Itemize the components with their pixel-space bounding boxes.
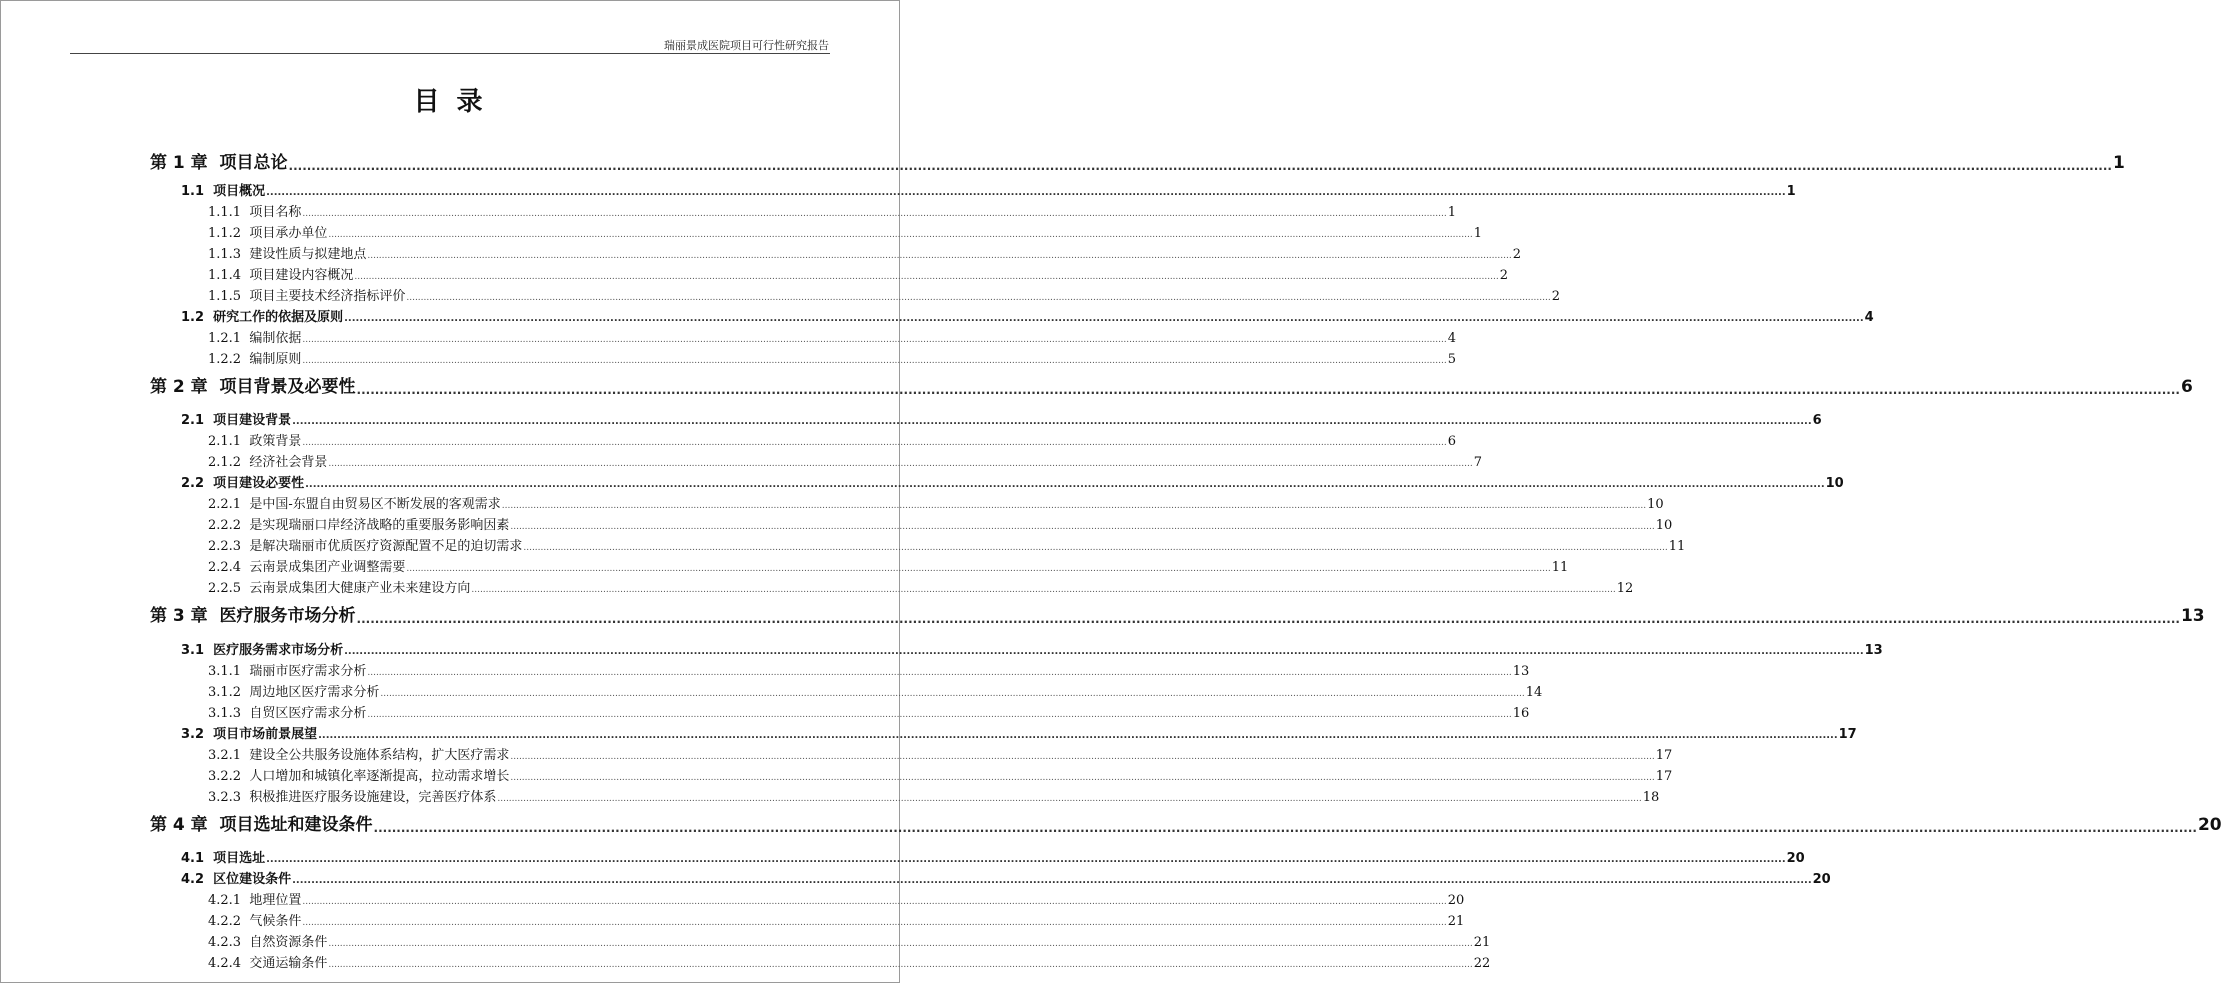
toc-page-number: 20 [2197,815,2222,835]
dot-leader: ................................................................................................................................................................................................................................................................................................................................................................................................................ [328,939,1473,949]
dot-leader: ................................................................................................................................................................................................................................................................................................................................................................................................................ [292,875,1812,886]
toc-entry-number: 4.2.2 [208,914,242,929]
toc-entry-number: 1.1.4 [208,268,242,283]
toc-entry-number: 3.1 [181,643,205,658]
toc-entry-level2[interactable] [181,177,1796,199]
toc-entry-level3[interactable] [208,219,1482,241]
dot-leader: ................................................................................................................................................................................................................................................................................................................................................................................................................ [406,564,1551,574]
toc-entry-level3[interactable] [208,261,1508,283]
toc-entry-number: 4.2.3 [208,935,242,950]
toc-entry-number: 3.2.3 [208,790,242,805]
dot-leader: ................................................................................................................................................................................................................................................................................................................................................................................................................ [497,794,1642,804]
toc-entry-level1[interactable] [150,151,2125,173]
toc-entry-label [208,931,327,950]
dot-leader: ................................................................................................................................................................................................................................................................................................................................................................................................................ [302,335,1447,345]
toc-page-number: 6 [2180,377,2193,397]
toc-entry-label [208,493,501,512]
toc-entry-text: 是中国-东盟自由贸易区不断发展的客观需求 [249,497,501,512]
toc-page-number: 6 [1447,434,1456,449]
toc-title: 目 录 [413,87,487,117]
toc-entry-text: 建设性质与拟建地点 [249,247,367,262]
toc-page-number: 13 [2180,606,2205,626]
dot-leader: ................................................................................................................................................................................................................................................................................................................................................................................................................ [510,522,1655,532]
toc-page-number: 1 [1447,205,1456,220]
toc-page-number: 13 [1512,664,1530,679]
toc-page-number: 6 [1812,413,1822,428]
toc-entry-number: 1.1 [181,184,205,199]
toc-entry-label [181,306,343,325]
toc-entry-text: 瑞丽市医疗需求分析 [249,664,367,679]
toc-entry-label [208,765,509,784]
toc-entry-level3[interactable] [208,762,1673,784]
toc-page-number: 4 [1447,331,1456,346]
dot-leader: ................................................................................................................................................................................................................................................................................................................................................................................................................ [305,479,1825,490]
toc-page-number: 10 [1825,476,1844,491]
toc-page-number: 20 [1447,893,1465,908]
toc-entry-level3[interactable] [208,741,1673,763]
toc-entry-number: 1.1.3 [208,247,242,262]
toc-entry-text: 研究工作的依据及原则 [213,310,344,325]
dot-leader: ................................................................................................................................................................................................................................................................................................................................................................................................................ [523,543,1668,553]
toc-entry-text: 项目建设背景 [213,413,292,428]
dot-leader: ................................................................................................................................................................................................................................................................................................................................................................................................................ [367,710,1512,720]
toc-entry-number: 2.2.5 [208,581,242,596]
toc-entry-number: 2.2.2 [208,518,242,533]
toc-entry-number: 2.1 [181,413,205,428]
dot-leader: ................................................................................................................................................................................................................................................................................................................................................................................................................ [471,585,1616,595]
toc-entry-level3[interactable] [208,490,1664,512]
toc-page-number: 2 [1551,289,1560,304]
toc-page-number: 5 [1447,352,1456,367]
toc-entry-number: 3.2.1 [208,748,242,763]
toc-entry-text: 自贸区医疗需求分析 [249,706,367,721]
dot-leader: ................................................................................................................................................................................................................................................................................................................................................................................................................ [510,773,1655,783]
toc-page-number: 10 [1647,497,1664,512]
toc-entry-level3[interactable] [208,553,1569,575]
toc-entry-text: 区位建设条件 [213,872,292,887]
toc-entry-text: 人口增加和城镇化率逐渐提高，拉动需求增长 [249,769,510,784]
dot-leader: ................................................................................................................................................................................................................................................................................................................................................................................................................ [288,159,2112,173]
toc-entry-number: 4.2.1 [208,893,242,908]
toc-entry-level3[interactable] [208,282,1560,304]
toc-entry-level3[interactable] [208,907,1465,929]
toc-entry-text: 编制原则 [249,352,302,367]
toc-page-number: 10 [1655,518,1673,533]
dot-leader: ................................................................................................................................................................................................................................................................................................................................................................................................................ [292,416,1812,427]
toc-entry-text: 医疗服务市场分析 [219,606,356,626]
toc-entry-level2[interactable] [181,844,1805,866]
toc-entry-level2[interactable] [181,720,1857,742]
toc-page-number: 1 [1786,184,1796,199]
toc-page-number: 11 [1551,560,1569,575]
toc-entry-number: 2.2 [181,476,205,491]
toc-entry-number: 3.2 [181,727,205,742]
toc-entry-label [208,222,327,241]
toc-entry-number: 第 1 章 [150,153,208,173]
toc-entry-number: 2.1.1 [208,434,242,449]
running-header: 瑞丽景成医院项目可行性研究报告 [664,39,829,52]
toc-entry-text: 项目总论 [219,153,288,173]
toc-entry-level3[interactable] [208,928,1491,950]
toc-entry-number: 1.2.2 [208,352,242,367]
dot-leader: ................................................................................................................................................................................................................................................................................................................................................................................................................ [354,272,1499,282]
toc-entry-number: 第 2 章 [150,377,208,397]
dot-leader: ................................................................................................................................................................................................................................................................................................................................................................................................................ [302,897,1447,907]
toc-entry-number: 2.2.4 [208,560,242,575]
dot-leader: ................................................................................................................................................................................................................................................................................................................................................................................................................ [302,438,1447,448]
toc-entry-text: 自然资源条件 [249,935,328,950]
dot-leader: ................................................................................................................................................................................................................................................................................................................................................................................................................ [367,251,1512,261]
dot-leader: ................................................................................................................................................................................................................................................................................................................................................................................................................ [302,356,1447,366]
toc-entry-label [208,264,353,283]
toc-entry-label [208,243,366,262]
dot-leader: ................................................................................................................................................................................................................................................................................................................................................................................................................ [318,730,1838,741]
toc-entry-number: 第 3 章 [150,606,208,626]
toc-entry-label [181,472,304,491]
toc-entry-number: 3.1.2 [208,685,242,700]
toc-entry-number: 3.1.3 [208,706,242,721]
toc-page-number: 22 [1473,956,1491,971]
toc-entry-label [181,639,343,658]
toc-page-number: 18 [1642,790,1660,805]
toc-entry-level2[interactable] [181,865,1831,887]
toc-entry-level1[interactable] [150,375,2193,397]
toc-entry-number: 2.1.2 [208,455,242,470]
toc-entry-text: 是实现瑞丽口岸经济战略的重要服务影响因素 [249,518,510,533]
toc-entry-text: 建设全公共服务设施体系结构，扩大医疗需求 [249,748,510,763]
toc-entry-level3[interactable] [208,511,1673,533]
toc-page-number: 7 [1473,455,1482,470]
toc-page-number: 17 [1655,769,1673,784]
toc-entry-text: 云南景成集团产业调整需要 [249,560,406,575]
toc-entry-number: 1.1.2 [208,226,242,241]
toc-entry-label [208,744,509,763]
toc-entry-level3[interactable] [208,448,1482,470]
toc-entry-label [208,327,301,346]
toc-entry-level3[interactable] [208,699,1530,721]
toc-entry-label [150,810,373,835]
dot-leader: ................................................................................................................................................................................................................................................................................................................................................................................................................ [380,689,1525,699]
toc-page-number: 17 [1838,727,1857,742]
dot-leader: ................................................................................................................................................................................................................................................................................................................................................................................................................ [266,187,1786,198]
dot-leader: ................................................................................................................................................................................................................................................................................................................................................................................................................ [356,383,2180,397]
toc-entry-text: 项目选址和建设条件 [219,815,373,835]
dot-leader: ................................................................................................................................................................................................................................................................................................................................................................................................................ [356,612,2180,626]
toc-entry-text: 周边地区医疗需求分析 [249,685,380,700]
toc-page-number: 13 [1864,643,1883,658]
toc-entry-label [150,372,356,397]
toc-entry-number: 3.1.1 [208,664,242,679]
toc-page-number: 17 [1655,748,1673,763]
toc-entry-level3[interactable] [208,198,1456,220]
toc-entry-level3[interactable] [208,886,1465,908]
toc-page-number: 1 [2112,153,2125,173]
toc-page-number: 2 [1512,247,1521,262]
toc-entry-text: 项目承办单位 [249,226,328,241]
dot-leader: ................................................................................................................................................................................................................................................................................................................................................................................................................ [328,960,1473,970]
toc-entry-label [181,409,291,428]
dot-leader: ................................................................................................................................................................................................................................................................................................................................................................................................................ [373,821,2197,835]
toc-entry-label [181,847,265,866]
toc-entry-label [208,660,366,679]
toc-page-number: 2 [1499,268,1508,283]
toc-entry-level3[interactable] [208,427,1456,449]
toc-entry-level3[interactable] [208,324,1456,346]
toc-entry-text: 项目建设必要性 [213,476,305,491]
toc-entry-label [208,952,327,971]
toc-entry-number: 1.1.5 [208,289,242,304]
toc-entry-level1[interactable] [150,813,2222,835]
toc-entry-level2[interactable] [181,469,1844,491]
toc-page-number: 20 [1786,851,1805,866]
toc-entry-label [208,910,301,929]
toc-entry-text: 项目选址 [213,851,266,866]
toc-page-number: 21 [1447,914,1465,929]
toc-entry-text: 云南景成集团大健康产业未来建设方向 [249,581,471,596]
toc-entry-level3[interactable] [208,240,1521,262]
toc-entry-text: 气候条件 [249,914,302,929]
toc-page-number: 12 [1616,581,1634,596]
toc-entry-text: 政策背景 [249,434,302,449]
toc-entry-level3[interactable] [208,345,1456,367]
toc-entry-text: 积极推进医疗服务设施建设，完善医疗体系 [249,790,497,805]
toc-entry-label [208,514,509,533]
toc-entry-number: 4.2.4 [208,956,242,971]
toc-entry-label [208,577,470,596]
dot-leader: ................................................................................................................................................................................................................................................................................................................................................................................................................ [406,293,1551,303]
toc-page-number: 1 [1473,226,1482,241]
toc-entry-label [208,451,327,470]
toc-entry-level3[interactable] [208,574,1634,596]
toc-entry-text: 经济社会背景 [249,455,328,470]
dot-leader: ................................................................................................................................................................................................................................................................................................................................................................................................................ [344,646,1864,657]
toc-entry-label [208,430,301,449]
toc-entry-number: 2.2.1 [208,497,242,512]
toc-entry-label [150,601,356,626]
dot-leader: ................................................................................................................................................................................................................................................................................................................................................................................................................ [328,459,1473,469]
dot-leader: ................................................................................................................................................................................................................................................................................................................................................................................................................ [510,752,1655,762]
toc-entry-label [208,285,405,304]
toc-entry-number: 4.1 [181,851,205,866]
toc-entry-label [208,702,366,721]
toc-entry-level2[interactable] [181,406,1822,428]
toc-page-number: 11 [1668,539,1686,554]
toc-entry-label [208,535,522,554]
toc-entry-level3[interactable] [208,783,1660,805]
toc-entry-label [208,201,301,220]
toc-entry-level3[interactable] [208,657,1530,679]
toc-entry-number: 1.1.1 [208,205,242,220]
toc-entry-number: 3.2.2 [208,769,242,784]
toc-page-number: 4 [1864,310,1874,325]
toc-entry-level3[interactable] [208,532,1686,554]
toc-entry-text: 交通运输条件 [249,956,328,971]
toc-page-number: 16 [1512,706,1530,721]
dot-leader: ................................................................................................................................................................................................................................................................................................................................................................................................................ [302,209,1447,219]
toc-entry-text: 地理位置 [249,893,302,908]
toc-entry-label [208,348,301,367]
toc-entry-label [181,180,265,199]
header-rule [70,53,830,54]
toc-entry-text: 项目名称 [249,205,302,220]
toc-page-number: 21 [1473,935,1491,950]
toc-entry-label [208,786,496,805]
dot-leader: ................................................................................................................................................................................................................................................................................................................................................................................................................ [344,313,1864,324]
toc-entry-label [181,723,317,742]
toc-entry-text: 项目主要技术经济指标评价 [249,289,406,304]
toc-page-number: 14 [1525,685,1543,700]
toc-entry-text: 编制依据 [249,331,302,346]
dot-leader: ................................................................................................................................................................................................................................................................................................................................................................................................................ [367,668,1512,678]
toc-page-number: 20 [1812,872,1831,887]
toc-entry-level3[interactable] [208,678,1543,700]
toc-entry-label [181,868,291,887]
toc-entry-label [208,681,379,700]
toc-entry-text: 项目市场前景展望 [213,727,318,742]
toc-entry-label [150,148,288,173]
toc-entry-level2[interactable] [181,636,1883,658]
toc-entry-text: 项目背景及必要性 [219,377,356,397]
toc-entry-number: 4.2 [181,872,205,887]
toc-entry-label [208,889,301,908]
toc-entry-level3[interactable] [208,949,1491,971]
toc-entry-number: 1.2 [181,310,205,325]
toc-entry-number: 第 4 章 [150,815,208,835]
dot-leader: ................................................................................................................................................................................................................................................................................................................................................................................................................ [302,918,1447,928]
dot-leader: ................................................................................................................................................................................................................................................................................................................................................................................................................ [328,230,1473,240]
toc-entry-label [208,556,405,575]
toc-entry-level1[interactable] [150,604,2205,626]
toc-entry-text: 项目概况 [213,184,266,199]
toc-entry-number: 2.2.3 [208,539,242,554]
toc-entry-text: 医疗服务需求市场分析 [213,643,344,658]
dot-leader: ................................................................................................................................................................................................................................................................................................................................................................................................................ [501,501,1647,511]
toc-entry-level2[interactable] [181,303,1874,325]
toc-entry-text: 是解决瑞丽市优质医疗资源配置不足的迫切需求 [249,539,523,554]
toc-entry-text: 项目建设内容概况 [249,268,354,283]
dot-leader: ................................................................................................................................................................................................................................................................................................................................................................................................................ [266,854,1786,865]
toc-entry-number: 1.2.1 [208,331,242,346]
